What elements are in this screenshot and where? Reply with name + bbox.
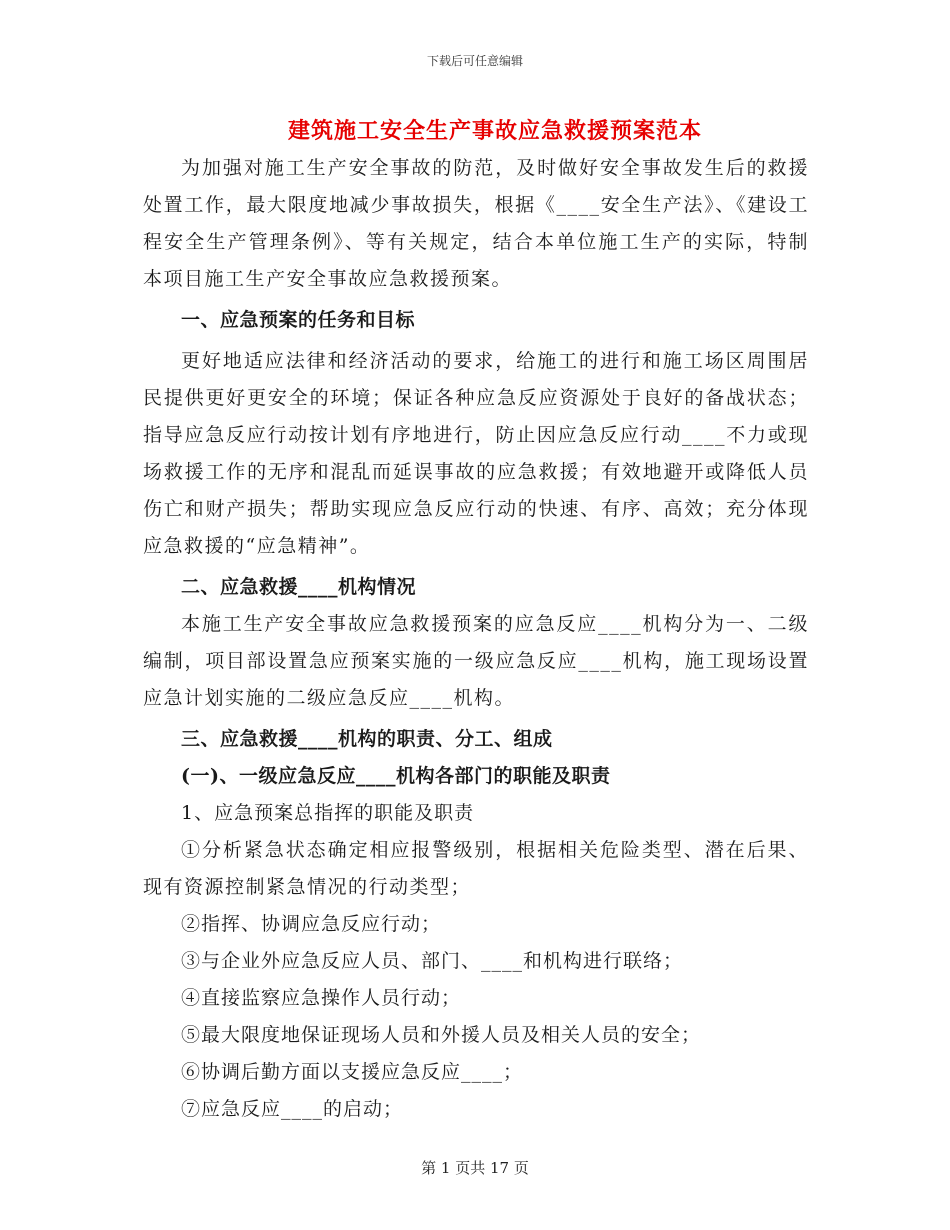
list-item: ⑦应急反应____的启动； bbox=[181, 1098, 404, 1120]
subsection-heading: (一)、一级应急反应____机构各部门的职能及职责 bbox=[181, 765, 611, 787]
subsection-item-heading: 1、应急预案总指挥的职能及职责 bbox=[181, 802, 475, 824]
section-2-paragraph: 本施工生产安全事故应急救援预案的应急反应____机构分为一、二级编制，项目部设置急应预案实施的一级应急反应____机构，施工现场设置应急计划实施的二级应急反应____机构。 bbox=[143, 613, 809, 709]
list-item: ①分析紧急状态确定相应报警级别，根据相关危险类型、潜在后果、现有资源控制紧急情况的行动类型； bbox=[143, 839, 809, 898]
intro-paragraph: 为加强对施工生产安全事故的防范，及时做好安全事故发生后的救援处置工作，最大限度地减少事故损失，根据《____安全生产法》、《建设工程安全生产管理条例》、等有关规定，结合本单位施工生产的实际，特制本项目施工生产安全事故应急救援预案。 bbox=[143, 157, 809, 290]
document-title: 建筑施工安全生产事故应急救援预案范本 bbox=[287, 118, 702, 144]
page-footer: 第 1 页共 17 页 bbox=[421, 1159, 529, 1177]
section-heading-3: 三、应急救援____机构的职责、分工、组成 bbox=[181, 728, 553, 750]
list-item: ⑤最大限度地保证现场人员和外援人员及相关人员的安全； bbox=[181, 1024, 702, 1046]
section-1-paragraph: 更好地适应法律和经济活动的要求，给施工的进行和施工场区周围居民提供更好更安全的环境；保证各种应急反应资源处于良好的备战状态；指导应急反应行动按计划有序地进行，防止因应急反应行动____不力或现场救援工作的无序和混乱而延误事故的应急救援；有效地避开或降低人员伤亡和财产损失；帮助实现应急反应行动的快速、有序、高效；充分体现应急救援的“应急精神”。 bbox=[143, 350, 809, 557]
section-heading-1: 一、应急预案的任务和目标 bbox=[181, 309, 416, 331]
list-item: ④直接监察应急操作人员行动； bbox=[181, 987, 462, 1009]
document-body bbox=[143, 150, 809, 1128]
list-item: ③与企业外应急反应人员、部门、____和机构进行联络； bbox=[181, 950, 684, 972]
header-note: 下载后可任意编辑 bbox=[426, 54, 523, 68]
section-heading-2: 二、应急救援____机构情况 bbox=[181, 576, 417, 598]
list-item: ②指挥、协调应急反应行动； bbox=[181, 913, 442, 935]
list-item: ⑥协调后勤方面以支援应急反应____； bbox=[181, 1061, 524, 1083]
